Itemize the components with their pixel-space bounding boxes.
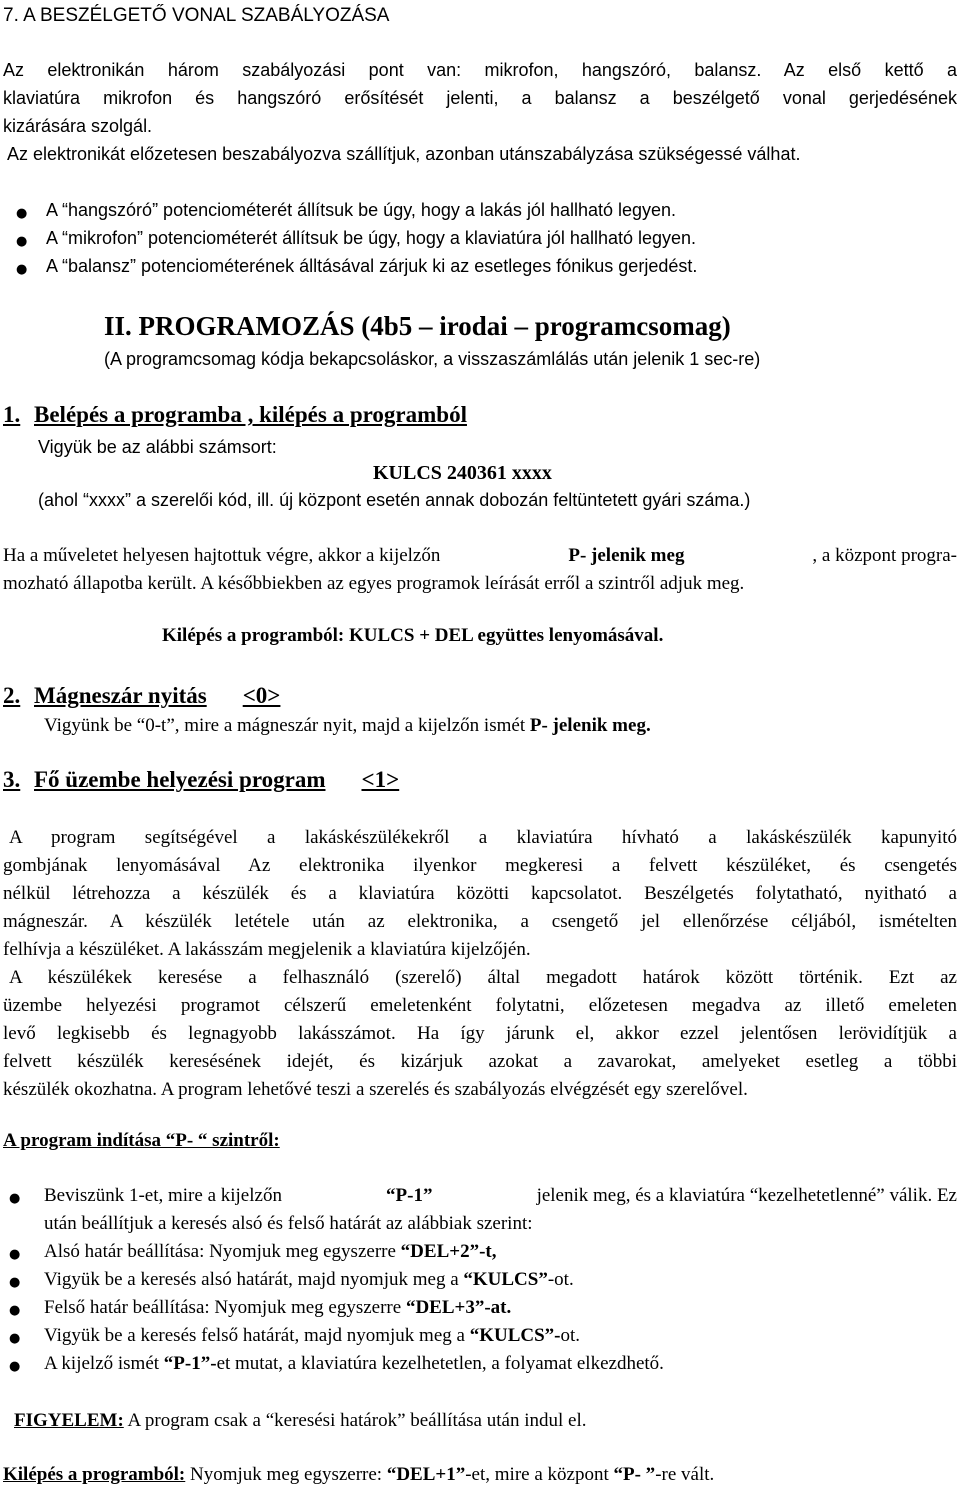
key-name: “KULCS”- bbox=[469, 1325, 561, 1346]
bullet-item: A “balansz” potenciométerének álltásával zárjuk ki az esetleges fónikus gerjedést. bbox=[46, 256, 698, 276]
bullet-text: Vigyük be a keresés felső határát, majd nyomjuk meg a bbox=[44, 1325, 465, 1346]
subsection-title: Fő üzembe helyezési program bbox=[34, 767, 326, 792]
key-combo: “DEL+3”-at. bbox=[405, 1297, 512, 1318]
paragraph-line: felhívja a készüléket. A lakásszám megjelenik a klaviatúra kijelzőjén. bbox=[3, 939, 531, 960]
part-subtitle: (A programcsomag kódja bekapcsoláskor, a visszaszámlálás után jelenik 1 sec-re) bbox=[104, 349, 761, 369]
bullet-text: után beállítjuk a keresés alsó és felső határát az alábbiak szerint: bbox=[44, 1213, 533, 1234]
subsection-title: Mágneszár nyitás bbox=[34, 683, 207, 708]
key-combo: “DEL+1” bbox=[386, 1464, 466, 1485]
section-title: 7. A BESZÉLGETŐ VONAL SZABÁLYOZÁSA bbox=[3, 5, 390, 26]
bullet-item: A “mikrofon” potenciométerét állítsuk be úgy, hogy a klaviatúra jól hallható legyen. bbox=[46, 228, 697, 248]
bullet-item bbox=[44, 1297, 511, 1319]
paragraph-line: felvett készülék keresésének idejét, és kizárjuk azokat a zavarokat, amelyeket esetleg a többi bbox=[3, 1051, 957, 1072]
display-code: “P- ” bbox=[613, 1464, 656, 1485]
subsection-heading bbox=[3, 767, 399, 793]
bullet-icon: ● bbox=[9, 1359, 21, 1374]
key-sequence: KULCS 240361 xxxx bbox=[373, 462, 552, 484]
paragraph-line: mágneszár. A készülék letétele után az elektronika, a csengető jel ellenőrzése céljából, ismételten bbox=[3, 911, 957, 932]
paragraph-line: nélkül létrehozza a készülék és a klaviatúra közötti kapcsolatot. Beszélgetés folytatható, nyitható a bbox=[3, 883, 957, 904]
bullet-icon: ● bbox=[9, 1275, 21, 1290]
bullet-item bbox=[44, 1353, 664, 1375]
paragraph-line: klaviatúra mikrofon és hangszóró erősítését jelenti, a balansz a beszélgető vonal gerjedésének bbox=[3, 88, 957, 108]
instruction-line bbox=[44, 715, 651, 737]
bullet-text: jelenik meg, és a klaviatúra “kezelhetetlenné” válik. Ez bbox=[536, 1185, 957, 1206]
exit-line bbox=[3, 1464, 714, 1486]
exit-label: Kilépés a programból: bbox=[3, 1464, 186, 1485]
bullet-icon: ● bbox=[9, 1247, 21, 1262]
warning-label: FIGYELEM: bbox=[14, 1410, 124, 1431]
part-title: II. PROGRAMOZÁS (4b5 – irodai – programcsomag) bbox=[104, 311, 731, 341]
key-combo: “DEL+2”-t, bbox=[400, 1241, 497, 1262]
paragraph-line bbox=[3, 545, 957, 567]
paragraph-line: levő legkisebb és legnagyobb lakásszámot. Ha így járunk el, akkor ezzel jelentősen lerövidítjük a bbox=[3, 1023, 957, 1044]
display-code: “P-1” bbox=[386, 1185, 433, 1206]
paragraph-line: Az elektronikán három szabályozási pont van: mikrofon, hangszóró, balansz. Az első kettő a bbox=[3, 60, 957, 80]
bullet-item bbox=[44, 1241, 496, 1263]
paragraph-line: Az elektronikát előzetesen beszabályozva szállítjuk, azonban utánszabályzása szükségessé válhat. bbox=[7, 144, 801, 164]
bullet-item: A “hangszóró” potenciométerét állítsuk be úgy, hogy a lakás jól hallható legyen. bbox=[46, 200, 677, 220]
start-heading: A program indítása “P- “ szintről: bbox=[3, 1130, 280, 1151]
bullet-item bbox=[44, 1325, 580, 1347]
bullet-icon: ● bbox=[9, 1191, 21, 1206]
note-text: (ahol “xxxx” a szerelői kód, ill. új központ esetén annak dobozán feltüntetett gyári száma.) bbox=[38, 490, 751, 510]
subsection-title: Belépés a programba , kilépés a programból bbox=[34, 402, 467, 427]
bullet-text: Vigyük be a keresés alsó határát, majd nyomjuk meg a bbox=[44, 1269, 459, 1290]
exit-instruction: Kilépés a programból: KULCS + DEL együttes lenyomásával. bbox=[162, 625, 664, 646]
exit-text: -et, mire a központ bbox=[465, 1464, 609, 1485]
display-code: P- jelenik meg bbox=[568, 545, 685, 566]
exit-text: Nyomjuk meg egyszerre: bbox=[190, 1464, 383, 1485]
display-code: “P-1”- bbox=[163, 1353, 217, 1374]
bullet-icon: ● bbox=[9, 1303, 21, 1318]
instruction-text: Vigyük be az alábbi számsort: bbox=[38, 437, 277, 457]
paragraph-line: A program segítségével a lakáskészülékekről a klaviatúra hívható a lakáskészülék kapunyitó bbox=[9, 827, 957, 848]
bullet-icon: ● bbox=[16, 262, 28, 277]
display-code: P- jelenik meg. bbox=[529, 715, 651, 736]
paragraph-text: , a központ progra- bbox=[812, 545, 957, 566]
bullet-text: ot. bbox=[560, 1325, 581, 1346]
paragraph-line: mozható állapotba került. A későbbiekben az egyes programok leírását erről a szintről adjuk meg. bbox=[3, 573, 745, 594]
paragraph-line: készülék okozhatna. A program lehetővé teszi a szerelés és szabályozás elvégzését egy szerelővel. bbox=[3, 1079, 748, 1100]
key-name: “KULCS” bbox=[463, 1269, 548, 1290]
program-code: <0> bbox=[242, 683, 281, 708]
paragraph-line: kizárására szolgál. bbox=[3, 116, 153, 136]
warning-text: A program csak a “keresési határok” beállítása után indul el. bbox=[127, 1410, 587, 1431]
bullet-item bbox=[44, 1269, 574, 1291]
subsection-number: 1. bbox=[3, 402, 21, 427]
program-code: <1> bbox=[361, 767, 400, 792]
bullet-text: A kijelző ismét bbox=[44, 1353, 160, 1374]
paragraph-line: gombjának lenyomásával Az elektronika ilyenkor megkeresi a felvett készüléket, és csengetés bbox=[3, 855, 957, 876]
instruction-text: Vigyünk be “0-t”, mire a mágneszár nyit, majd a kijelzőn ismét bbox=[44, 715, 526, 736]
exit-text: -re vált. bbox=[655, 1464, 715, 1485]
bullet-icon: ● bbox=[16, 234, 28, 249]
bullet-text: et mutat, a klaviatúra kezelhetetlen, a folyamat elkezdhető. bbox=[216, 1353, 664, 1374]
subsection-number: 3. bbox=[3, 767, 21, 792]
subsection-heading bbox=[3, 402, 467, 428]
bullet-item bbox=[44, 1185, 957, 1207]
subsection-heading bbox=[3, 683, 280, 709]
bullet-icon: ● bbox=[9, 1331, 21, 1346]
subsection-number: 2. bbox=[3, 683, 21, 708]
bullet-text: Alsó határ beállítása: Nyomjuk meg egyszerre bbox=[44, 1241, 396, 1262]
paragraph-text: Ha a műveletet helyesen hajtottuk végre, akkor a kijelzőn bbox=[3, 545, 441, 566]
paragraph-line: üzembe helyezési programot célszerű emeletenként folytatni, előzetesen megadva az illető emeleten bbox=[3, 995, 957, 1016]
bullet-icon: ● bbox=[16, 206, 28, 221]
bullet-text: Beviszünk 1-et, mire a kijelzőn bbox=[44, 1185, 282, 1206]
paragraph-line: A készülékek keresése a felhasználó (szerelő) által megadott határok között történik. Ezt az bbox=[9, 967, 957, 988]
bullet-text: Felső határ beállítása: Nyomjuk meg egyszerre bbox=[44, 1297, 402, 1318]
bullet-text: -ot. bbox=[547, 1269, 574, 1290]
warning-line bbox=[14, 1410, 586, 1432]
